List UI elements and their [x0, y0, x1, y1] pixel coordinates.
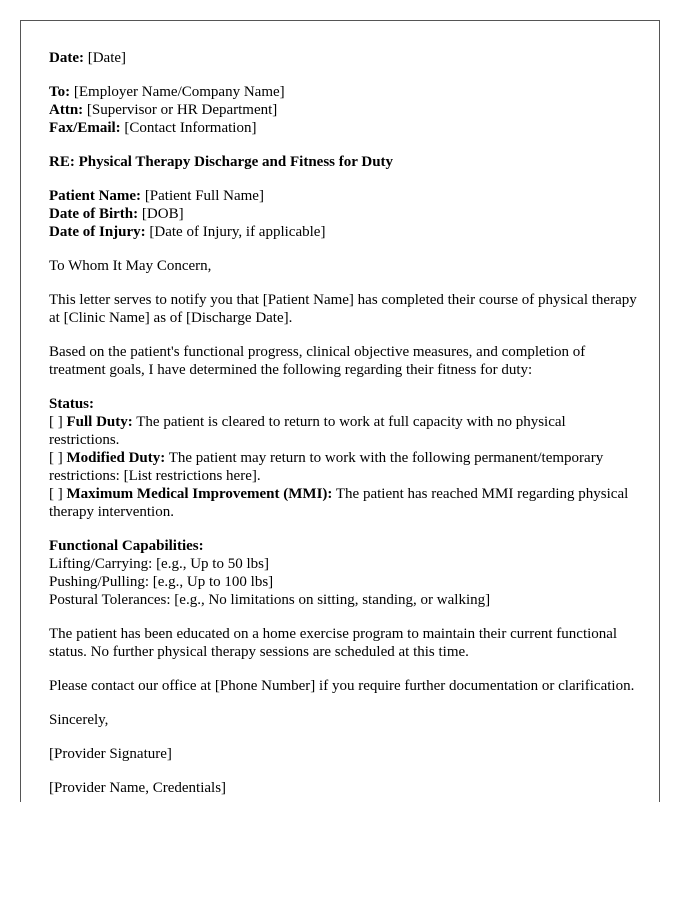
education-paragraph: The patient has been educated on a home exercise program to maintain their current functional status. No further physical therapy sessions are scheduled at this time.: [49, 626, 618, 660]
dob-value: [DOB]: [141, 206, 184, 222]
attn-value: [Supervisor or HR Department]: [86, 102, 278, 118]
capabilities-heading: Functional Capabilities:: [49, 538, 204, 554]
date-value: [Date]: [87, 50, 127, 66]
mmi-checkbox[interactable]: [ ]: [49, 486, 63, 502]
to-value: [Employer Name/Company Name]: [73, 84, 285, 100]
to-label: To:: [49, 84, 71, 100]
full-duty-label: Full Duty:: [66, 414, 133, 430]
subject-block: [49, 153, 639, 171]
mmi-label: Maximum Medical Improvement (MMI):: [66, 486, 333, 502]
attn-label: Attn:: [49, 102, 84, 118]
contact-paragraph: Please contact our office at [Phone Number] if you require further documentation or clarification.: [49, 678, 635, 694]
mmi-text: The patient has reached MMI regarding physical therapy intervention.: [49, 486, 629, 520]
subject-line: RE: Physical Therapy Discharge and Fitness for Duty: [49, 154, 394, 170]
modified-duty-checkbox[interactable]: [ ]: [49, 450, 63, 466]
patient-name-value: [Patient Full Name]: [144, 188, 264, 204]
letter-page: [20, 20, 660, 802]
fax-email-value: [Contact Information]: [124, 120, 257, 136]
capabilities-section: [49, 537, 639, 609]
date-line: [49, 49, 639, 67]
modified-duty-text: The patient may return to work with the following permanent/temporary restrictions: [List restrictions here].: [49, 450, 604, 484]
injury-date-line: [49, 223, 639, 241]
modified-duty-label: Modified Duty:: [66, 450, 166, 466]
provider-credentials: [Provider Name, Credentials]: [49, 780, 227, 796]
intro-paragraph: This letter serves to notify you that [Patient Name] has completed their course of physical therapy at [Clinic Name] as of [Discharge Date].: [49, 292, 637, 326]
injury-date-value: [Date of Injury, if applicable]: [149, 224, 326, 240]
status-section: [49, 395, 639, 521]
valediction: Sincerely,: [49, 712, 109, 728]
to-line: [49, 83, 639, 101]
status-option-full-duty: [49, 413, 639, 449]
patient-name-label: Patient Name:: [49, 188, 142, 204]
fax-email-line: [49, 119, 639, 137]
status-option-modified-duty: [49, 449, 639, 485]
capability-lifting: Lifting/Carrying: [e.g., Up to 50 lbs]: [49, 556, 269, 572]
provider-signature: [Provider Signature]: [49, 746, 172, 762]
patient-block: [49, 187, 639, 241]
status-heading: Status:: [49, 396, 95, 412]
capability-pushing: Pushing/Pulling: [e.g., Up to 100 lbs]: [49, 574, 274, 590]
dob-line: [49, 205, 639, 223]
full-duty-text: The patient is cleared to return to work at full capacity with no physical restrictions.: [49, 414, 566, 448]
date-label: Date:: [49, 50, 84, 66]
patient-name-line: [49, 187, 639, 205]
letter-content: [49, 49, 639, 797]
determination-paragraph: Based on the patient's functional progress, clinical objective measures, and completion of treatment goals, I have determined the following regarding their fitness for duty:: [49, 344, 586, 378]
capability-postural: Postural Tolerances: [e.g., No limitations on sitting, standing, or walking]: [49, 592, 491, 608]
salutation: To Whom It May Concern,: [49, 258, 212, 274]
attn-line: [49, 101, 639, 119]
date-block: [49, 49, 639, 67]
recipient-block: [49, 83, 639, 137]
dob-label: Date of Birth:: [49, 206, 139, 222]
fax-email-label: Fax/Email:: [49, 120, 121, 136]
full-duty-checkbox[interactable]: [ ]: [49, 414, 63, 430]
status-option-mmi: [49, 485, 639, 521]
injury-date-label: Date of Injury:: [49, 224, 146, 240]
